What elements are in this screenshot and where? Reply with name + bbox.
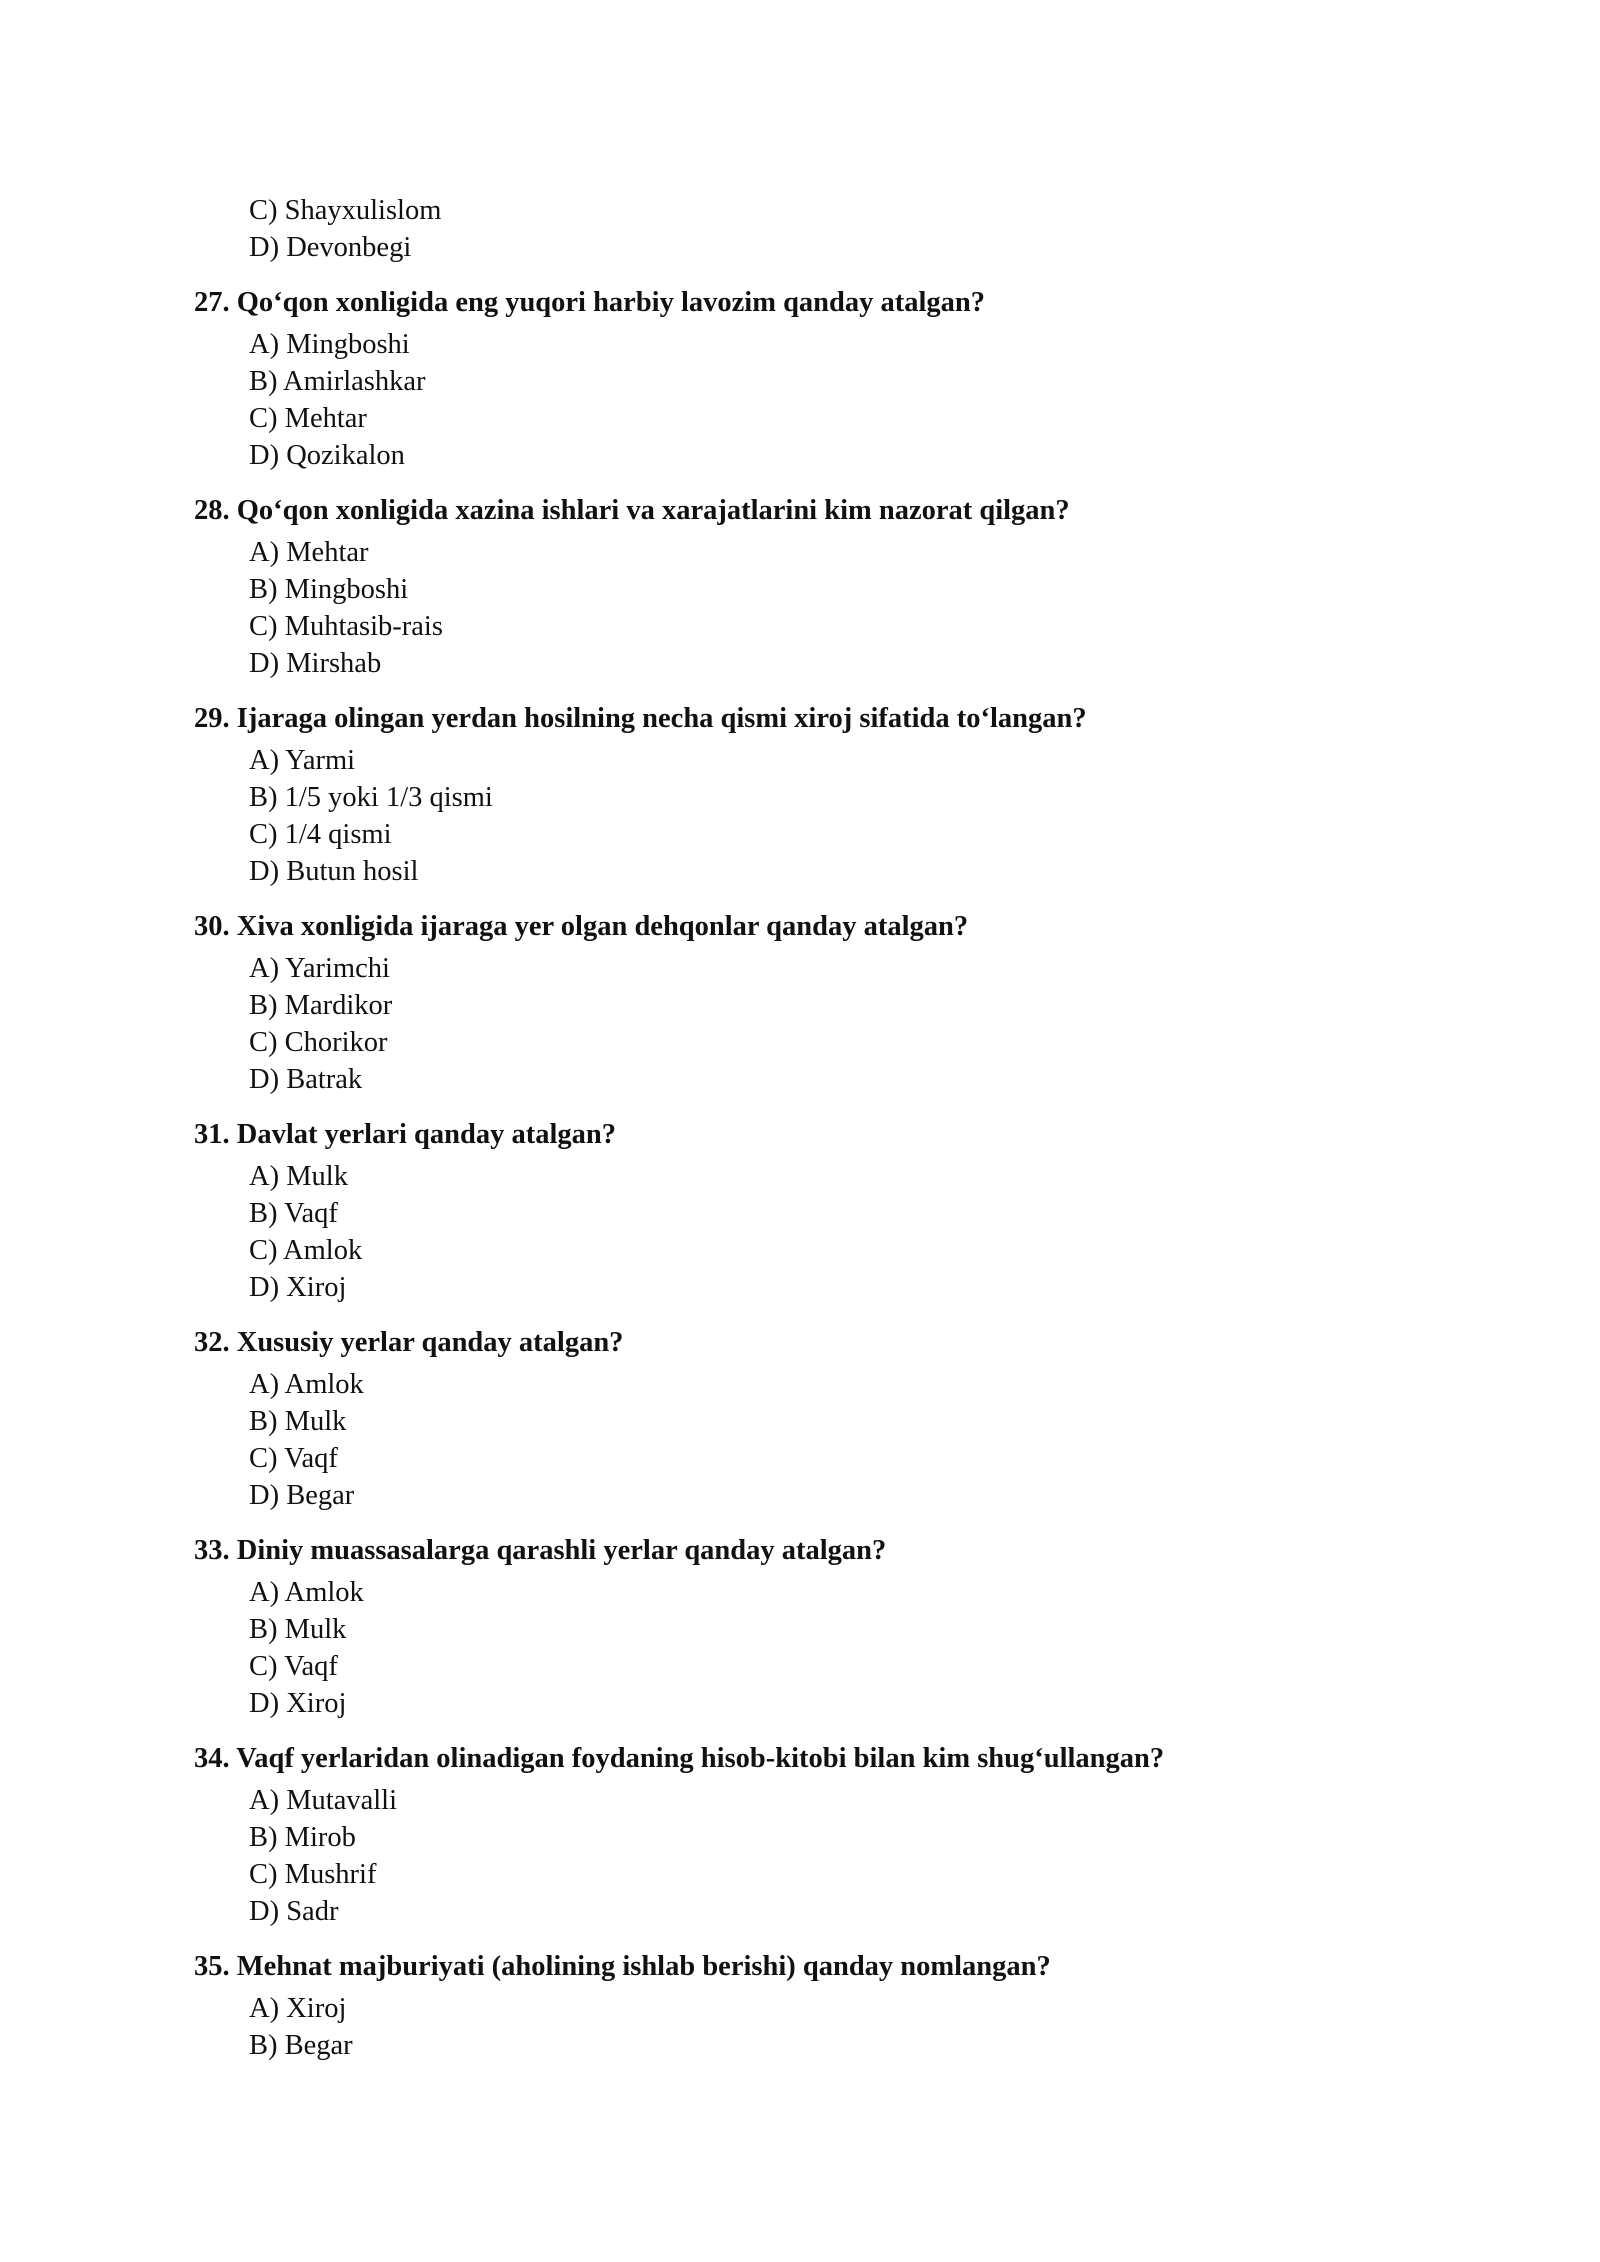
question-text: Davlat yerlari qanday atalgan? — [236, 1119, 616, 1150]
answer-option: A) Mulk — [249, 1161, 348, 1192]
answer-option: D) Xiroj — [249, 1272, 347, 1303]
answer-option: B) Mardikor — [249, 990, 393, 1021]
answer-option: B) 1/5 yoki 1/3 qismi — [249, 782, 493, 813]
answer-option: A) Mutavalli — [249, 1785, 398, 1816]
answer-option: C) Muhtasib-rais — [249, 611, 443, 642]
answer-option: A) Yarmi — [249, 745, 356, 776]
answer-option: C) Mushrif — [249, 1859, 377, 1890]
question-item — [194, 1116, 1414, 1306]
question-list — [194, 192, 1414, 2064]
answer-option: C) Vaqf — [249, 1651, 338, 1682]
question-number: 34. — [194, 1743, 230, 1774]
answer-option: D) Mirshab — [249, 648, 382, 679]
answer-option: A) Mehtar — [249, 537, 369, 568]
question-text: Xiva xonligida ijaraga yer olgan dehqonlar qanday atalgan? — [236, 911, 969, 942]
question-title — [194, 284, 1414, 321]
answer-option: C) 1/4 qismi — [249, 819, 392, 850]
answer-option: D) Xiroj — [249, 1688, 347, 1719]
answer-option: A) Amlok — [249, 1369, 364, 1400]
question-title — [194, 1740, 1414, 1777]
questions-container — [194, 284, 1414, 2064]
question-number: 29. — [194, 703, 230, 734]
question-number: 27. — [194, 287, 230, 318]
option-c: C) Shayxulislom — [249, 195, 442, 226]
question-number: 35. — [194, 1951, 230, 1982]
answer-option: B) Mirob — [249, 1822, 356, 1853]
question-item — [194, 492, 1414, 682]
question-text: Qo‘qon xonligida eng yuqori harbiy lavozim qanday atalgan? — [236, 287, 986, 318]
answer-option: C) Amlok — [249, 1235, 363, 1266]
answer-option: B) Begar — [249, 2030, 353, 2061]
answer-option: D) Batrak — [249, 1064, 363, 1095]
answer-option: D) Sadr — [249, 1896, 339, 1927]
answer-option: D) Qozikalon — [249, 440, 405, 471]
question-title — [194, 1532, 1414, 1569]
answer-option: B) Amirlashkar — [249, 366, 426, 397]
question-text: Mehnat majburiyati (aholining ishlab berishi) qanday nomlangan? — [236, 1951, 1051, 1982]
question-title — [194, 1324, 1414, 1361]
answer-option: C) Vaqf — [249, 1443, 338, 1474]
option-d: D) Devonbegi — [249, 232, 412, 263]
question-title — [194, 1948, 1414, 1985]
question-text: Vaqf yerlaridan olinadigan foydaning hisob-kitobi bilan kim shug‘ullangan? — [236, 1743, 1165, 1774]
question-number: 32. — [194, 1327, 230, 1358]
question-item — [194, 700, 1414, 890]
answer-option: B) Mingboshi — [249, 574, 409, 605]
answer-option: D) Butun hosil — [249, 856, 419, 887]
question-item — [194, 1324, 1414, 1514]
question-item — [194, 1740, 1414, 1930]
question-title — [194, 492, 1414, 529]
question-item — [194, 1948, 1414, 2064]
answer-option: A) Xiroj — [249, 1993, 347, 2024]
question-item — [194, 284, 1414, 474]
answer-option: A) Mingboshi — [249, 329, 410, 360]
answer-option: C) Mehtar — [249, 403, 367, 434]
question-number: 33. — [194, 1535, 230, 1566]
question-title — [194, 700, 1414, 737]
answer-option: A) Yarimchi — [249, 953, 390, 984]
question-text: Qo‘qon xonligida xazina ishlari va xarajatlarini kim nazorat qilgan? — [236, 495, 1070, 526]
answer-option: C) Chorikor — [249, 1027, 388, 1058]
question-text: Diniy muassasalarga qarashli yerlar qanday atalgan? — [236, 1535, 887, 1566]
answer-option: B) Mulk — [249, 1406, 347, 1437]
question-item — [194, 908, 1414, 1098]
answer-option: B) Mulk — [249, 1614, 347, 1645]
question-title — [194, 1116, 1414, 1153]
question-text: Xususiy yerlar qanday atalgan? — [236, 1327, 624, 1358]
question-number: 30. — [194, 911, 230, 942]
answer-option: D) Begar — [249, 1480, 355, 1511]
leading-options — [194, 192, 1414, 266]
question-number: 28. — [194, 495, 230, 526]
question-text: Ijaraga olingan yerdan hosilning necha qismi xiroj sifatida to‘langan? — [236, 703, 1087, 734]
question-title — [194, 908, 1414, 945]
answer-option: B) Vaqf — [249, 1198, 338, 1229]
question-number: 31. — [194, 1119, 230, 1150]
question-item — [194, 1532, 1414, 1722]
answer-option: A) Amlok — [249, 1577, 364, 1608]
